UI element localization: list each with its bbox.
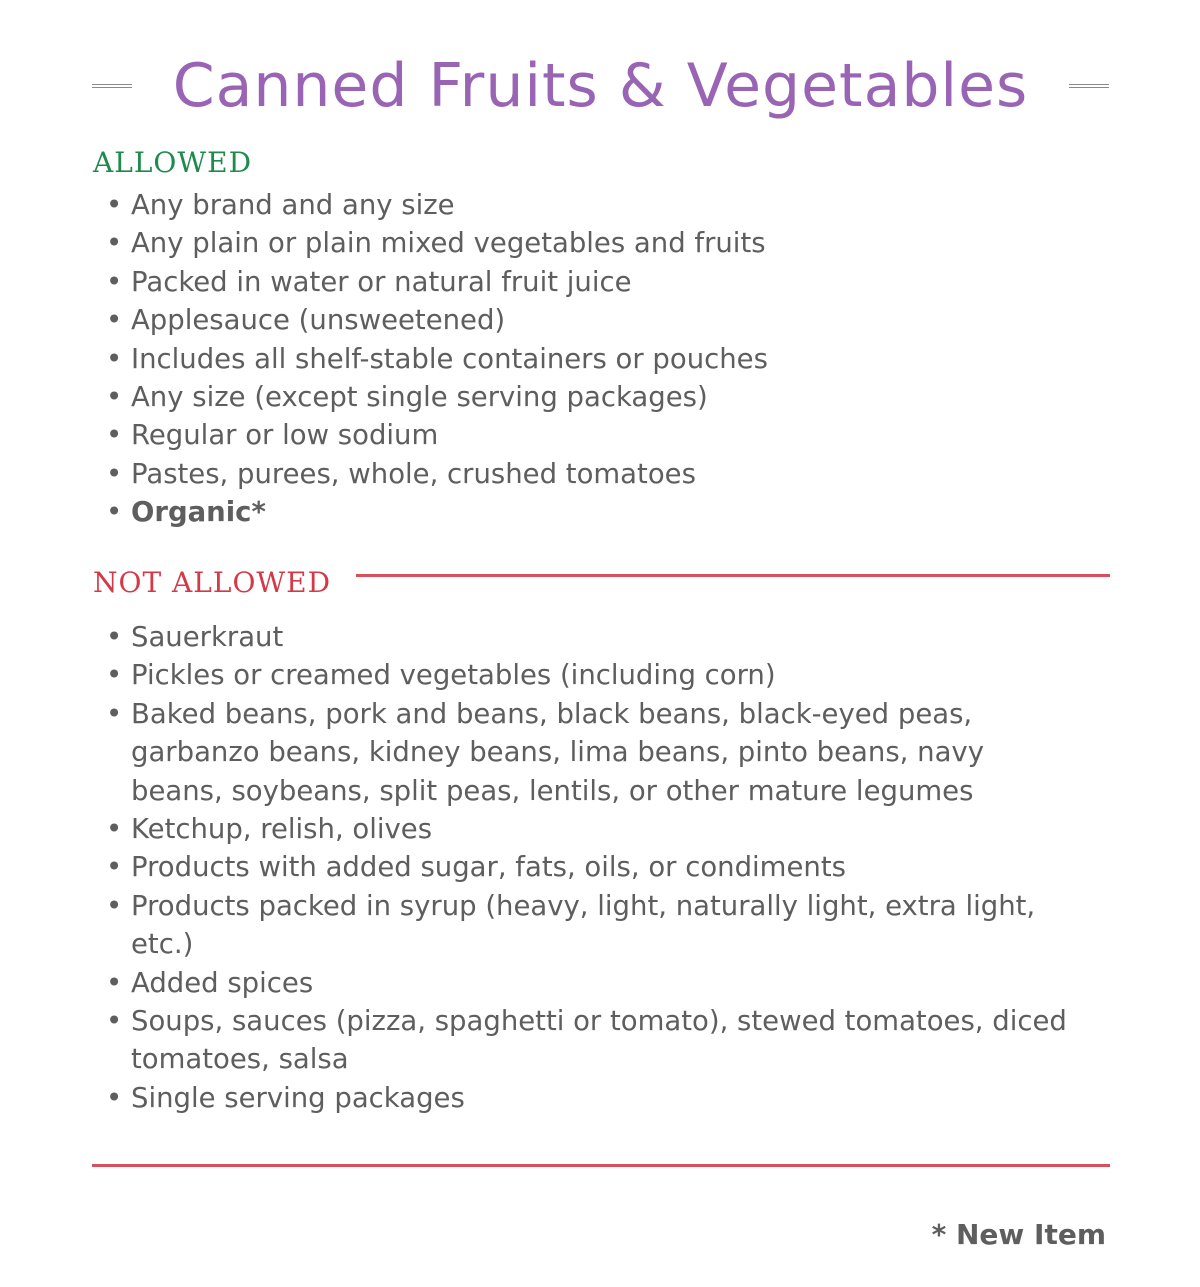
list-item-text: Products with added sugar, fats, oils, or condiments: [131, 851, 846, 884]
list-item-text-organic: Organic*: [131, 496, 266, 529]
list-item: [106, 493, 768, 531]
list-item: [106, 618, 1101, 656]
list-item: [106, 263, 768, 301]
bullet: •: [106, 813, 123, 846]
list-item: [106, 656, 1101, 694]
list-item-text: Includes all shelf-stable containers or pouches: [131, 342, 768, 375]
bullet: •: [106, 659, 123, 692]
bullet: •: [106, 265, 123, 298]
bullet: •: [106, 851, 123, 884]
list-item-text: Sauerkraut: [131, 621, 284, 653]
list-item: [106, 964, 1101, 1002]
divider: [356, 574, 1110, 577]
bullet: •: [106, 1005, 123, 1038]
list-item: [106, 416, 768, 454]
list-item: [106, 887, 1101, 964]
divider: [92, 1164, 1110, 1167]
list-item-text: Single serving packages: [131, 1081, 465, 1114]
bullet: •: [106, 342, 123, 375]
list-item: [106, 810, 1101, 848]
bullet: •: [106, 889, 123, 922]
list-item-text: Added spices: [131, 966, 314, 999]
bullet: •: [106, 189, 123, 221]
title-row: [92, 46, 1109, 126]
bullet: •: [106, 419, 123, 452]
list-item-text: Any plain or plain mixed vegetables and fruits: [131, 227, 766, 260]
list-item-text: Pickles or creamed vegetables (including corn): [131, 659, 776, 692]
list-item-text: Packed in water or natural fruit juice: [131, 265, 632, 298]
list-item: [106, 301, 768, 339]
bullet: •: [106, 457, 123, 490]
page-title: Canned Fruits & Vegetables: [172, 51, 1029, 121]
list-item-text: Baked beans, pork and beans, black beans, black-eyed peas, garbanzo beans, kidney beans, lima beans, pinto beans, navy beans, soybeans, split peas, lentils, or other mature legumes: [131, 697, 984, 807]
allowed-list: [106, 186, 768, 532]
footnote: * New Item: [931, 1218, 1106, 1251]
bullet: •: [106, 227, 123, 260]
bullet: •: [106, 381, 123, 414]
not-allowed-heading: NOT ALLOWED: [93, 566, 332, 599]
title-rule-right: [1069, 84, 1109, 88]
list-item: [106, 455, 768, 493]
not-allowed-list: [106, 618, 1101, 1117]
list-item: [106, 848, 1101, 886]
list-item: [106, 1079, 1101, 1117]
list-item: [106, 1002, 1101, 1079]
list-item: [106, 695, 1101, 810]
allowed-heading: ALLOWED: [93, 146, 253, 179]
list-item: [106, 186, 768, 224]
list-item-text: Any brand and any size: [131, 189, 455, 221]
list-item-text: Soups, sauces (pizza, spaghetti or tomato), stewed tomatoes, diced tomatoes, salsa: [131, 1005, 1067, 1076]
list-item-text: Pastes, purees, whole, crushed tomatoes: [131, 457, 696, 490]
list-item-text: Ketchup, relish, olives: [131, 813, 433, 846]
title-rule-left: [92, 84, 132, 88]
list-item-text: Regular or low sodium: [131, 419, 439, 452]
bullet: •: [106, 621, 123, 653]
bullet: •: [106, 304, 123, 337]
bullet: •: [106, 496, 123, 529]
bullet: •: [106, 1081, 123, 1114]
list-item-text: Any size (except single serving packages): [131, 381, 708, 414]
list-item: [106, 340, 768, 378]
list-item-text: Applesauce (unsweetened): [131, 304, 506, 337]
list-item: [106, 224, 768, 262]
bullet: •: [106, 966, 123, 999]
list-item-text: Products packed in syrup (heavy, light, naturally light, extra light, etc.): [131, 889, 1036, 961]
bullet: •: [106, 697, 123, 730]
list-item: [106, 378, 768, 416]
